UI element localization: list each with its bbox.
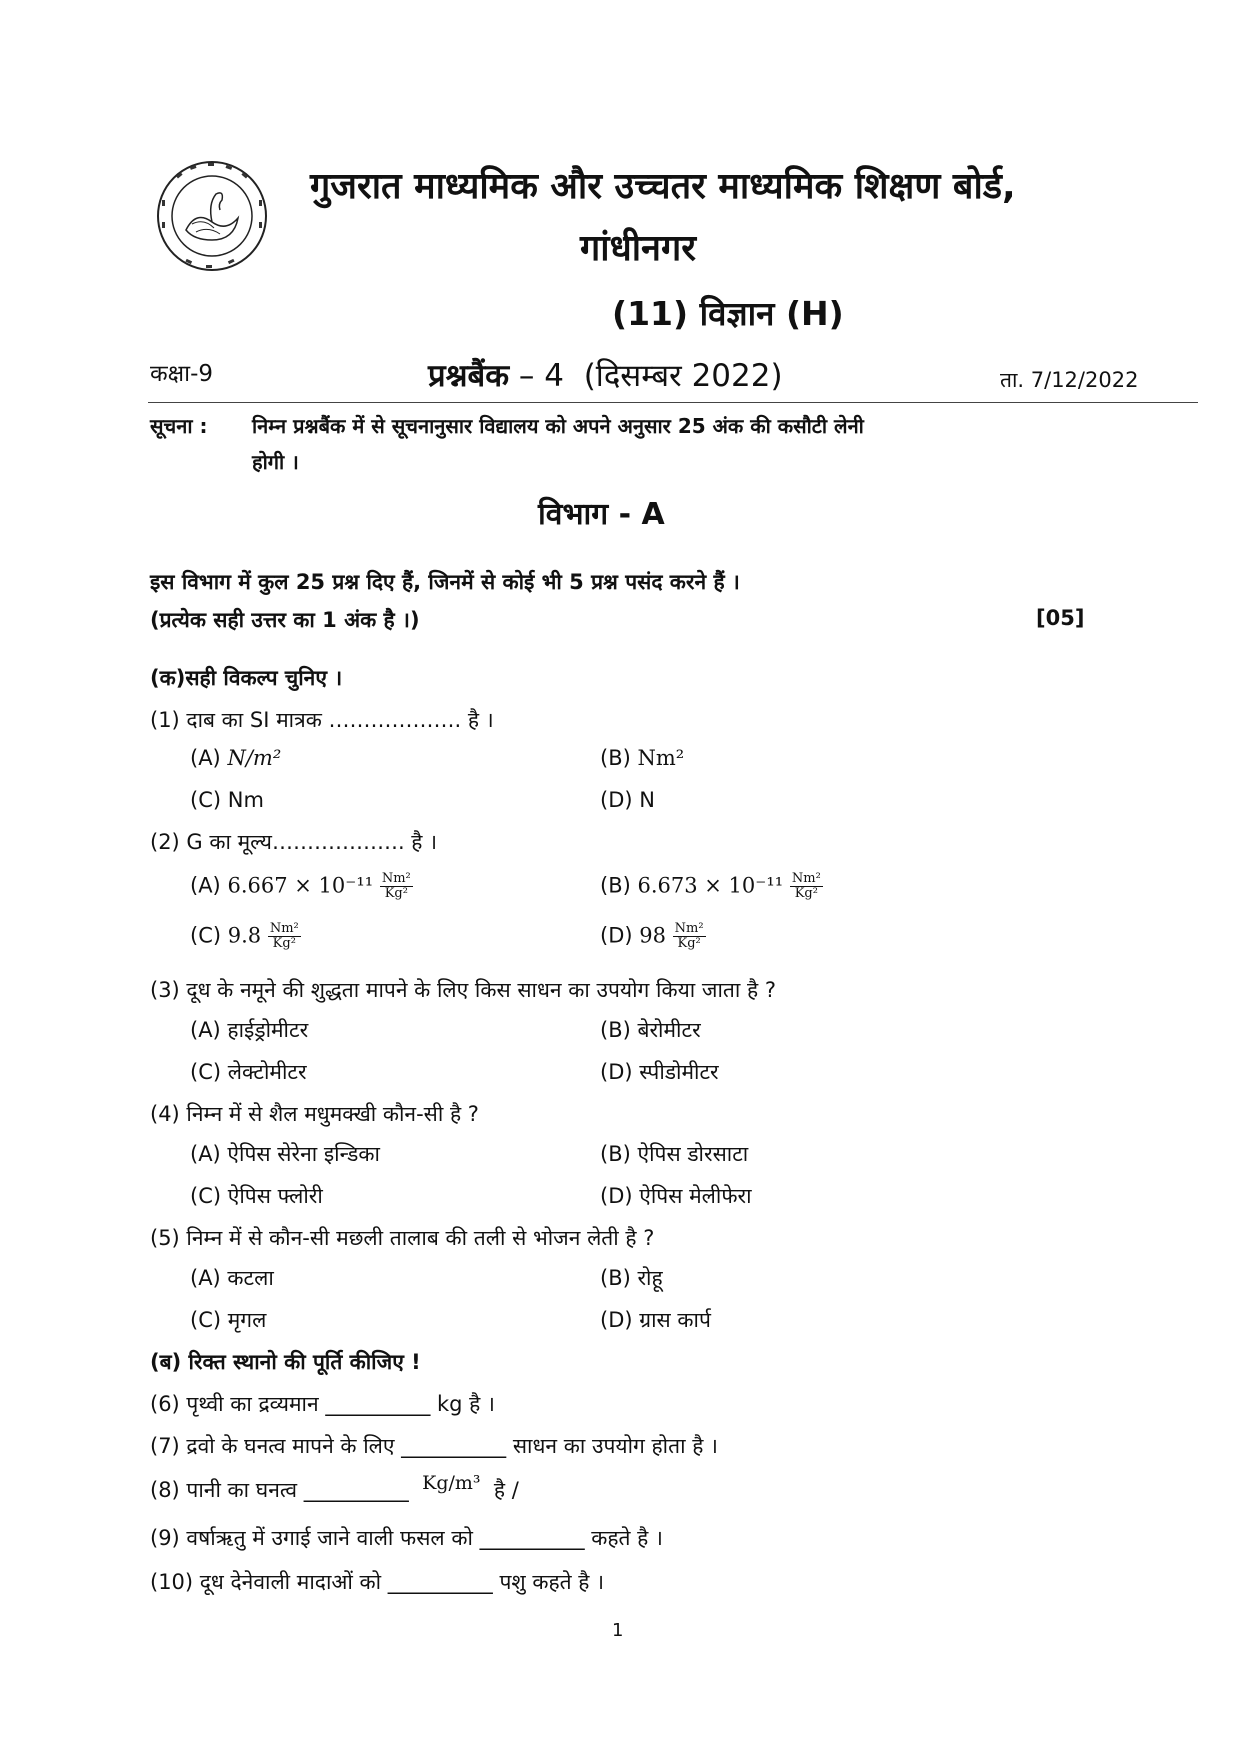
q2-option-b: (B) 6.673 × 10⁻¹¹ $\frac{\text{Nm²}}{\text{Kg²}}$ (600, 871, 821, 901)
q3-option-d: (D) स्पीडोमीटर (600, 1060, 719, 1084)
q3-option-b: (B) बेरोमीटर (600, 1018, 701, 1042)
q1-option-d: (D) N (600, 788, 655, 812)
q4-option-b: (B) ऐपिस डोरसाटा (600, 1142, 749, 1166)
q5-option-c: (C) मृगल (190, 1308, 267, 1332)
question-5: (5) निम्न में से कौन-सी मछली तालाब की तली से भोजन लेती है ? (150, 1226, 655, 1250)
question-10: (10) दूध देनेवाली मादाओं को __________ पशु कहते है । (150, 1570, 605, 1594)
q1-option-a: (A) N/m² (190, 746, 282, 770)
q3-option-c: (C) लेक्टोमीटर (190, 1060, 307, 1084)
question-6: (6) पृथ्वी का द्रव्यमान __________ kg है । (150, 1392, 495, 1416)
page-number: 1 (612, 1620, 624, 1641)
question-2: (2) G का मूल्य………………. है । (150, 830, 438, 854)
question-4: (4) निम्न में से शैल मधुमक्खी कौन-सी है ? (150, 1102, 479, 1126)
board-title-line1: गुजरात माध्यमिक और उच्चतर माध्यमिक शिक्षण बोर्ड, (310, 166, 1016, 207)
section-marks: [05] (1036, 606, 1085, 630)
board-seal-logo (156, 160, 268, 272)
q5-option-d: (D) ग्रास कार्प (600, 1308, 711, 1332)
notice-line1: निम्न प्रश्नबैंक में से सूचनानुसार विद्यालय को अपने अनुसार 25 अंक की कसौटी लेनी (252, 414, 864, 438)
section-intro-line2: (प्रत्येक सही उत्तर का 1 अंक है ।) (150, 608, 420, 632)
date-label: ता. 7/12/2022 (1000, 368, 1139, 392)
q4-option-c: (C) ऐपिस फ्लोरी (190, 1184, 323, 1208)
notice-line2: होगी । (252, 450, 299, 474)
question-bank-title (428, 354, 783, 396)
question-9: (9) वर्षाऋतु में उगाई जाने वाली फसल को __________ कहते है । (150, 1526, 663, 1550)
part-a-heading: (क)सही विकल्प चुनिए । (150, 666, 343, 690)
q1-option-c: (C) Nm (190, 788, 264, 812)
board-title-line2: गांधीनगर (580, 228, 697, 269)
header-divider (148, 402, 1198, 403)
section-intro-line1: इस विभाग में कुल 25 प्रश्न दिए हैं, जिनमें से कोई भी 5 प्रश्न पसंद करने हैं । (150, 570, 740, 594)
q5-option-b: (B) रोहू (600, 1266, 663, 1290)
notice-label: सूचना : (150, 414, 208, 438)
q4-option-d: (D) ऐपिस मेलीफेरा (600, 1184, 752, 1208)
q2-option-d: (D) 98 $\frac{\text{Nm²}}{\text{Kg²}}$ (600, 921, 704, 951)
question-1: (1) दाब का SI मात्रक ………………. है । (150, 708, 494, 732)
q4-option-a: (A) ऐपिस सेरेना इन्डिका (190, 1142, 380, 1166)
question-3: (3) दूध के नमूने की शुद्धता मापने के लिए किस साधन का उपयोग किया जाता है ? (150, 978, 776, 1002)
q2-option-a: (A) 6.667 × 10⁻¹¹ $\frac{\text{Nm²}}{\text{Kg²}}$ (190, 871, 411, 901)
class-label: कक्षा-9 (150, 361, 214, 387)
section-title: विभाग - A (538, 497, 665, 532)
q5-option-a: (A) कटला (190, 1266, 274, 1290)
bank-label: प्रश्नबैंक (428, 358, 510, 394)
question-7: (7) द्रवो के घनत्व मापने के लिए __________ साधन का उपयोग होता है । (150, 1434, 718, 1458)
q3-option-a: (A) हाईड्रोमीटर (190, 1018, 309, 1042)
subject-title: (11) विज्ञान (H) (612, 294, 844, 333)
bank-number-date: – 4 (दिसम्बर 2022) (509, 358, 783, 394)
q2-option-c: (C) 9.8 $\frac{\text{Nm²}}{\text{Kg²}}$ (190, 921, 299, 951)
question-8: (8) पानी का घनत्व __________ Kg/m³ है / (150, 1472, 519, 1502)
part-b-heading: (ब) रिक्त स्थानो की पूर्ति कीजिए ! (150, 1350, 421, 1374)
q1-option-b: (B) Nm² (600, 746, 685, 770)
